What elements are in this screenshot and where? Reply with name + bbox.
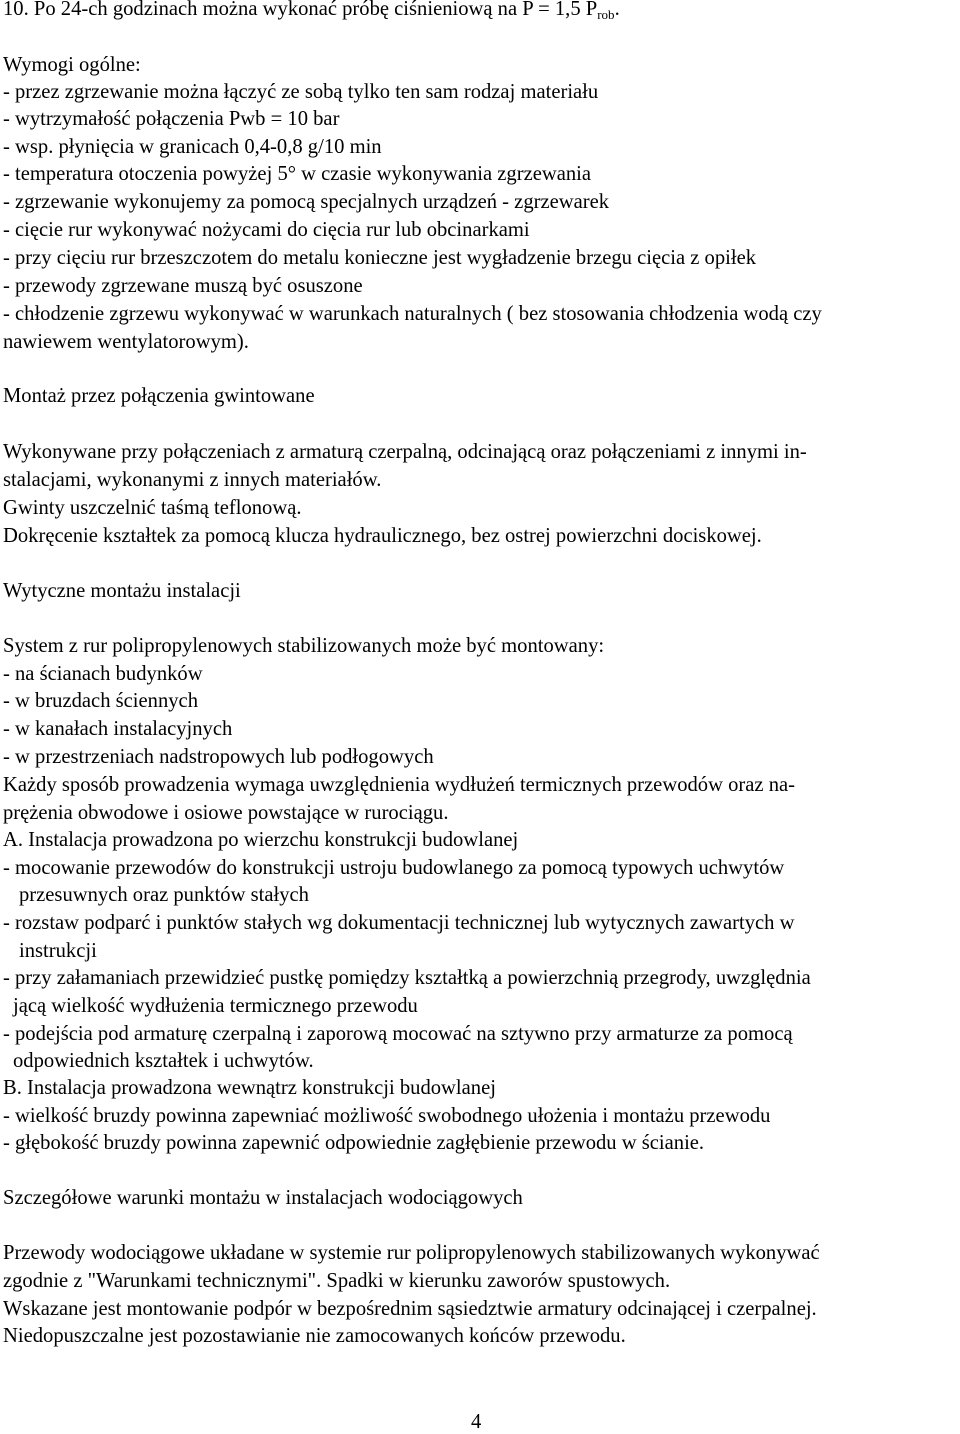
list-item: - przy załamaniach przewidzieć pustkę pomiędzy kształtką a powierzchnią przegrody, uwzględnia <box>3 967 811 989</box>
paragraph-line: Wykonywane przy połączeniach z armaturą czerpalną, odcinającą oraz połączeniami z innymi in- <box>3 441 807 463</box>
paragraph-line: Przewody wodociągowe układane w systemie rur polipropylenowych stabilizowanych wykonywać <box>3 1242 820 1264</box>
list-item: - głębokość bruzdy powinna zapewnić odpowiednie zagłębienie przewodu w ścianie. <box>3 1132 705 1154</box>
list-item: - w bruzdach ściennych <box>3 690 198 712</box>
requirement-item: - chłodzenie zgrzewu wykonywać w warunkach naturalnych ( bez stosowania chłodzenia wodą czy <box>3 303 822 325</box>
requirement-item-continuation: nawiewem wentylatorowym). <box>3 331 249 353</box>
requirement-item: - wsp. płynięcia w granicach 0,4-0,8 g/10 min <box>3 136 382 158</box>
list-item: - rozstaw podparć i punktów stałych wg dokumentacji technicznej lub wytycznych zawartych w <box>3 912 795 934</box>
requirement-item: - zgrzewanie wykonujemy za pomocą specjalnych urządzeń - zgrzewarek <box>3 191 610 213</box>
page-number: 4 <box>471 1411 482 1433</box>
list-item-continuation: jącą wielkość wydłużenia termicznego przewodu <box>13 995 418 1017</box>
list-item: - w kanałach instalacyjnych <box>3 718 233 740</box>
pressure-subscript: rob <box>597 7 615 22</box>
list-item: - mocowanie przewodów do konstrukcji ustroju budowlanego za pomocą typowych uchwytów <box>3 857 785 879</box>
list-item: - podejścia pod armaturę czerpalną i zaporową mocować na sztywno przy armaturze za pomocą <box>3 1023 793 1045</box>
section-a-heading: A. Instalacja prowadzona po wierzchu konstrukcji budowlanej <box>3 829 519 851</box>
paragraph-line: Gwinty uszczelnić taśmą teflonową. <box>3 497 302 519</box>
list-item-continuation: instrukcji <box>19 940 97 962</box>
general-requirements-heading: Wymogi ogólne: <box>3 54 141 76</box>
requirement-item: - cięcie rur wykonywać nożycami do cięcia rur lub obcinarkami <box>3 219 530 241</box>
paragraph-line: zgodnie z "Warunkami technicznymi". Spadki w kierunku zaworów spustowych. <box>3 1270 671 1292</box>
requirement-item: - przez zgrzewanie można łączyć ze sobą tylko ten sam rodzaj materiału <box>3 81 599 103</box>
paragraph-line: Wskazane jest montowanie podpór w bezpośrednim sąsiedztwie armatury odcinającej i czerpalnej. <box>3 1298 817 1320</box>
water-supply-conditions-heading: Szczegółowe warunki montażu w instalacjach wodociągowych <box>3 1187 523 1209</box>
requirement-item: - przy cięciu rur brzeszczotem do metalu konieczne jest wygładzenie brzegu cięcia z opiłek <box>3 247 757 269</box>
paragraph-line: System z rur polipropylenowych stabilizowanych może być montowany: <box>3 635 605 657</box>
paragraph-line: Dokręcenie kształtek za pomocą klucza hydraulicznego, bez ostrej powierzchni dociskowej. <box>3 525 762 547</box>
list-item: - wielkość bruzdy powinna zapewniać możliwość swobodnego ułożenia i montażu przewodu <box>3 1105 771 1127</box>
requirement-item: - temperatura otoczenia powyżej 5° w czasie wykonywania zgrzewania <box>3 163 592 185</box>
paragraph-line: prężenia obwodowe i osiowe powstające w rurociągu. <box>3 802 449 824</box>
list-item-continuation: przesuwnych oraz punktów stałych <box>19 884 309 906</box>
paragraph-line: Każdy sposób prowadzenia wymaga uwzględnienia wydłużeń termicznych przewodów oraz na- <box>3 774 795 796</box>
section-b-heading: B. Instalacja prowadzona wewnątrz konstrukcji budowlanej <box>3 1077 496 1099</box>
list-item-continuation: odpowiednich kształtek i uchwytów. <box>13 1050 314 1072</box>
paragraph-line: stalacjami, wykonanymi z innych materiałów. <box>3 469 382 491</box>
pressure-test-line <box>3 0 620 27</box>
paragraph-line: Niedopuszczalne jest pozostawianie nie zamocowanych końców przewodu. <box>3 1325 626 1347</box>
pressure-test-period: . <box>614 0 620 20</box>
requirement-item: - przewody zgrzewane muszą być osuszone <box>3 275 363 297</box>
threaded-connections-heading: Montaż przez połączenia gwintowane <box>3 385 315 407</box>
pressure-test-text: 10. Po 24-ch godzinach można wykonać próbę ciśnieniową na P = 1,5 P <box>3 0 598 20</box>
requirement-item: - wytrzymałość połączenia Pwb = 10 bar <box>3 108 340 130</box>
installation-guidelines-heading: Wytyczne montażu instalacji <box>3 580 241 602</box>
list-item: - w przestrzeniach nadstropowych lub podłogowych <box>3 746 434 768</box>
list-item: - na ścianach budynków <box>3 663 203 685</box>
